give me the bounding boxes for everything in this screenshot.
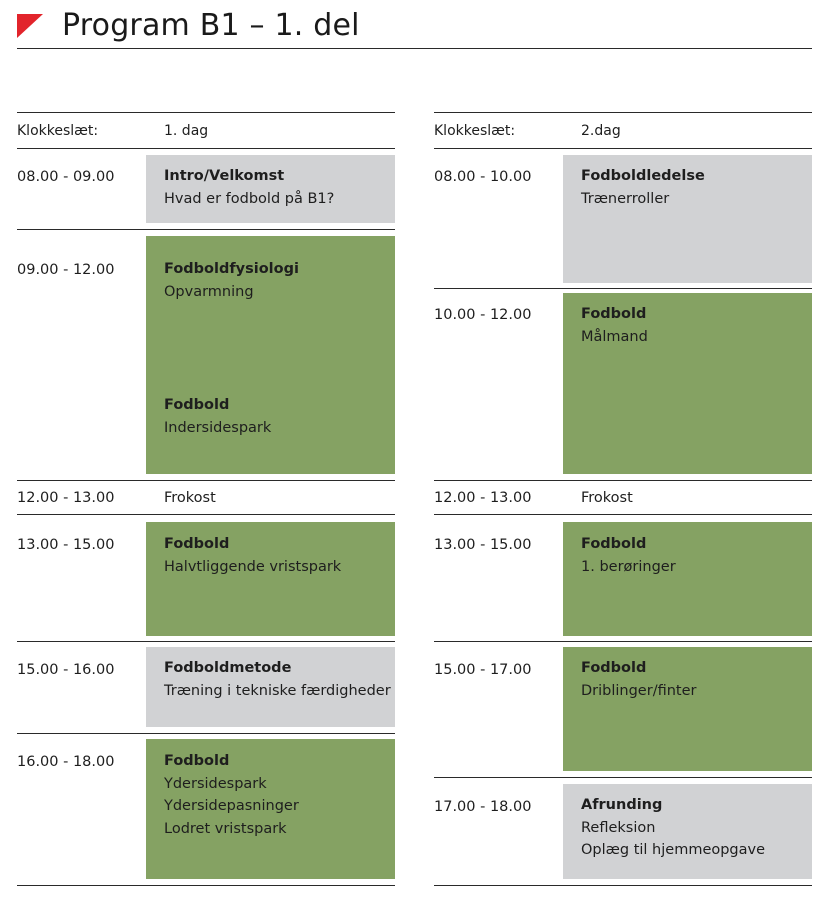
column-header (17, 112, 395, 149)
session-title: Fodboldmetode (164, 660, 292, 676)
time-slot: 12.00 - 13.00 (17, 490, 115, 506)
session-entry (581, 165, 808, 210)
session-title: Fodbold (581, 660, 647, 676)
session-topic: Driblinger/finter (581, 682, 697, 699)
time-slot: 08.00 - 10.00 (434, 169, 532, 185)
session-title: Fodbold (581, 536, 647, 552)
session-block (563, 293, 812, 474)
session-entry (164, 750, 391, 840)
session-entry (581, 657, 808, 702)
session-entry (164, 258, 391, 303)
session-title: Fodbold (164, 397, 230, 413)
logo-mark-icon (17, 14, 43, 38)
schedule-row (17, 515, 395, 642)
schedule-row (434, 149, 812, 289)
schedule-row (17, 734, 395, 886)
session-title: Afrunding (581, 797, 663, 813)
column-header (434, 112, 812, 149)
time-slot: 13.00 - 15.00 (434, 537, 532, 553)
time-column-header: Klokkeslæt: (434, 123, 516, 139)
lunch-label: Frokost (164, 490, 216, 506)
session-topic: Trænerroller (581, 190, 670, 207)
session-block (146, 647, 395, 727)
session-entry (164, 165, 391, 210)
session-block (146, 236, 395, 474)
time-slot: 15.00 - 17.00 (434, 662, 532, 678)
session-topic: Lodret vristspark (164, 820, 287, 837)
session-entry (164, 394, 391, 439)
time-slot: 16.00 - 18.00 (17, 754, 115, 770)
session-entry (164, 657, 391, 702)
time-slot: 08.00 - 09.00 (17, 169, 115, 185)
session-block (146, 739, 395, 879)
page-header (17, 0, 812, 49)
session-block (563, 522, 812, 636)
session-entry (581, 794, 808, 862)
session-entry (581, 303, 808, 348)
lunch-label: Frokost (581, 490, 633, 506)
session-topic: Målmand (581, 328, 648, 345)
time-slot: 13.00 - 15.00 (17, 537, 115, 553)
schedule-row (434, 515, 812, 642)
session-block (563, 155, 812, 283)
schedule-row (434, 778, 812, 886)
session-topic: Hvad er fodbold på B1? (164, 190, 335, 207)
time-slot: 12.00 - 13.00 (434, 490, 532, 506)
session-block (146, 522, 395, 636)
time-column-header: Klokkeslæt: (17, 123, 99, 139)
day-label: 2.dag (581, 123, 621, 139)
session-block (563, 647, 812, 771)
time-slot: 15.00 - 16.00 (17, 662, 115, 678)
session-topic: Opvarmning (164, 283, 254, 300)
schedule-day-1 (17, 112, 395, 886)
schedule-day-2 (434, 112, 812, 886)
session-topic: 1. berøringer (581, 558, 676, 575)
session-title: Fodboldfysiologi (164, 261, 299, 277)
session-topic: Halvtliggende vristspark (164, 558, 342, 575)
time-slot: 10.00 - 12.00 (434, 307, 532, 323)
schedule-row (17, 642, 395, 734)
session-topic: Oplæg til hjemmeopgave (581, 842, 766, 858)
time-slot: 17.00 - 18.00 (434, 799, 532, 815)
schedule-row (434, 289, 812, 481)
session-entry (581, 533, 808, 578)
schedule-row-lunch (434, 481, 812, 515)
session-title: Fodbold (581, 306, 647, 322)
session-topic: Ydersidespark (164, 775, 267, 792)
session-topic: Refleksion (581, 819, 656, 836)
session-topic: Træning i tekniske færdigheder (164, 682, 391, 699)
time-slot: 09.00 - 12.00 (17, 262, 115, 278)
session-title: Fodbold (164, 753, 230, 769)
schedule-row-lunch (17, 481, 395, 515)
session-block (146, 155, 395, 223)
session-block (563, 784, 812, 879)
schedule-row (17, 230, 395, 481)
session-title: Fodboldledelse (581, 168, 705, 184)
day-label: 1. dag (164, 123, 209, 139)
session-topic: Ydersidepasninger (164, 798, 299, 814)
session-topic: Indersidespark (164, 419, 272, 436)
session-title: Fodbold (164, 536, 230, 552)
schedule-row (17, 149, 395, 230)
page-title: Program B1 – 1. del (62, 8, 360, 43)
session-entry (164, 533, 391, 578)
session-title: Intro/Velkomst (164, 168, 285, 184)
schedule-row (434, 642, 812, 778)
